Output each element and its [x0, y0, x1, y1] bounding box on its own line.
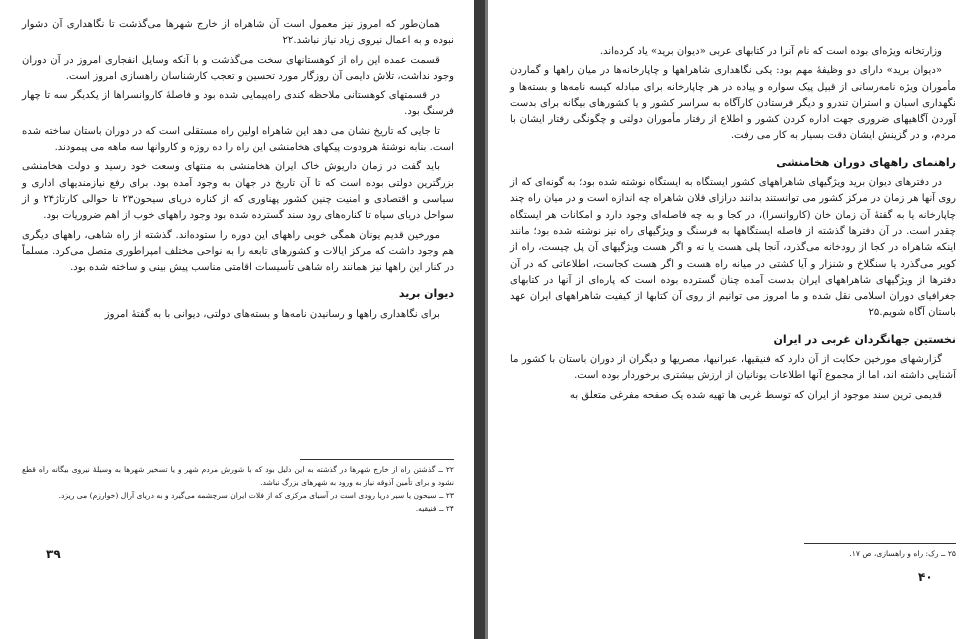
paragraph: «دیوان برید» دارای دو وظیفهٔ مهم بود: یکی نگاهداری شاهراهها و چاپارخانه‌ها در میان راهها و گماردن مأموران ویژه نامه‌رسانی از قبیل پیک سواره و پیاده در هر چاپارخانه برای مبادله کیسه نامه‌ها و بسته‌ها و نگهداری اسبان و استران تندرو و دیگر فرستادن کارآگاه به سراسر کشور و یا کشورهای بیگانه برای بدست آوردن آگاهیهای ضروری جهت اداره کردن کشور و اطلاع از رفتار مأموران دولتی و چگونگی رفتار ایشان با مردم، و در گزینش ایشان دقت بسیار به کار می رفت. [510, 65, 956, 142]
paragraph: باید گفت در زمان داریوش خاک ایران هخامنشی به منتهای وسعت خود رسید و دولت هخامنشی بزرگترین دولتی بوده است که تا آن تاریخ در جهان به وجود آمده بود. برای رفع نیازمندیهای اداری و سیاسی و اقتصادی و امنیت چنین کشور پهناوری که از کناره دریای سیحون۲۳ تا حوالی کارتاژ۲۴ و از سواحل دریای سیاه تا کناره‌های رود سند گسترده شده بود وجود راههای خوب از اهم ضروریات بود. [22, 161, 454, 222]
left-page [0, 0, 474, 639]
left-page-footnotes [22, 463, 454, 515]
page-number: ۳۹ [46, 547, 61, 561]
page-number: ۴۰ [918, 570, 933, 584]
paragraph: در قسمتهای کوهستانی ملاحظه کندی راه‌پیمایی شده بود و فاصلهٔ کاروانسراها از یکدیگر سه تا چهار فرسنگ بود. [22, 90, 454, 118]
footnote-separator [300, 459, 454, 460]
section-heading-achaemenid-roads-guide: راهنمای راههای دوران هخامنشی [776, 155, 956, 169]
section-heading-divan-barid: دیوان برید [398, 287, 454, 301]
paragraph: وزارتخانه ویژه‌ای بوده است که نام آنرا در کتابهای عربی «دیوان برید» یاد کرده‌اند. [599, 46, 942, 57]
footnote: ۲۵ ــ رک: راه و راهسازی، ص ۱۷. [849, 549, 956, 558]
paragraph: در دفترهای دیوان برید ویژگیهای شاهراههای کشور ایستگاه به ایستگاه نوشته شده بود؛ به گونه‌ای که از روی آنها هر زمان در مرکز کشور می توانستند بدانند درازای فلان شاهراه چه اندازه است و در میان راه چند چاپارخانه یا به گفتهٔ آن زمان خان (کاروانسرا)، در کجا و به چه فاصله‌ای وجود دارد و امکانات هر ایستگاه چقدر است. در آن دفترها گذشته از فاصله ایستگاهها به فرسنگ و ویژگیهای راه نیز نوشته شده بود؛ مانند اینکه شاهراه در کجا از رودخانه می‌گذرد، آنجا پلی هست یا نه و اگر هست ویژگیهای آن پل چیست، راه از کویر می‌گذرد یا سنگلاخ و شنزار و آیا کشتی در میانه راه هست و اگر هست کجاست، اطلاعاتی که در آن دفترها از ویژگیهای شاهراههای ایران بدست آمده چنان گسترده بوده است که پاره‌ای از آنها در کتابهای جغرافیای دوران اسلامی نقل شده و ما امروز می توانیم از روی آن کتابها از کیفیت شاهراههای ایران عهد باستان آگاه شویم.۲۵ [510, 177, 956, 319]
footnote: ۲۳ ــ سیحون یا سیر دریا رودی است در آسیای مرکزی که از فلات ایران سرچشمه می‌گیرد و به دریای آرال (خوارزم) می ریزد. [58, 491, 454, 500]
right-page-body [510, 44, 956, 407]
footnote: ۲۲ ــ گذشتن راه از خارج شهرها در گذشته به این دلیل بود که با شورش مردم شهر و یا تسخیر شهرها به وسیلهٔ نیروی بیگانه راه قطع نشود و برای تأمین آذوقه نیاز به ورود به شهرهای بزرگ نباشد. [22, 465, 454, 487]
paragraph: گزارشهای مورخین حکایت از آن دارد که فنیقیها، عبرانیها، مصریها و دیگران از دوران باستان با کشور ما آشنایی داشته اند، اما از مجموع آنها اطلاعات یونانیان از ارزش بیشتری برخوردار بوده است. [510, 354, 956, 382]
section-heading-first-western-travelers: نخستین جهانگردان غربی در ایران [773, 332, 956, 346]
paragraph: مورخین قدیم یونان همگی خوبی راههای این دوره را ستوده‌اند. گذشته از راه شاهی، راههای دیگری هم وجود داشت که مرکز ایالات و کشورهای تابعه را به نواحی مختلف امپراطوری متصل می‌کرد. مسلماً در کنار این راهها نیز همانند راه شاهی تأسیسات اقامتی مناسب پیش بینی و ساخته شده بود. [22, 229, 454, 274]
paragraph: قسمت عمده این راه از کوهستانهای سخت می‌گذشت و با آنکه وسایل انفجاری امروز در آن دوران وجود نداشت، تلاش دایمی آن روزگار مورد تحسین و تعجب کارشناسان راهسازی امروز است. [22, 54, 454, 82]
right-page-footnotes [510, 547, 956, 560]
paragraph: قدیمی ترین سند موجود از ایران که توسط غربی ها تهیه شده یک صفحه مفرغی متعلق به [569, 389, 942, 401]
book-gutter [474, 0, 488, 639]
paragraph: برای نگاهداری راهها و رسانیدن نامه‌ها و بسته‌های دولتی، دیوانی با به گفتهٔ امروز [104, 308, 440, 320]
paragraph: تا جایی که تاریخ نشان می دهد این شاهراه اولین راه مستقلی است که در دوران باستان ساخته شده است. بنابه نوشتهٔ هرودوت پیکهای هخامنشی این راه را ده روزه و کاروانها سه ماهه می پیمودند. [22, 125, 454, 154]
paragraph: همان‌طور که امروز نیز معمول است آن شاهراه از خارج شهرها می‌گذشت تا نگاهداری آن دشوار نبوده و به اعمال نیروی زیاد نیاز نباشد.۲۲ [22, 19, 454, 47]
footnote-separator [804, 543, 956, 544]
right-page [488, 0, 979, 639]
footnote: ۲۴ ــ فنیقیه. [415, 504, 454, 513]
left-page-body [22, 17, 454, 326]
